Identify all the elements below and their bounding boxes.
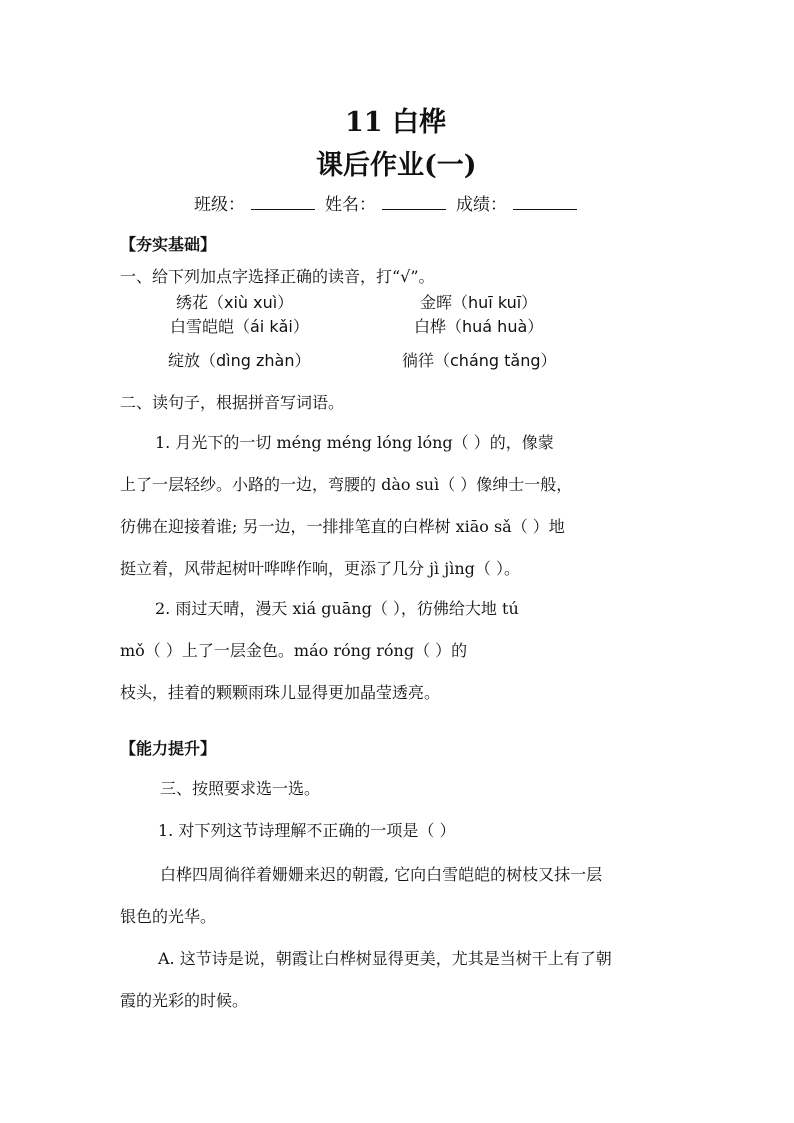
question-2-line: 上了一层轻纱。小路的一边，弯腰的 dào suì（ ）像绅士一般， [120, 475, 573, 494]
question-1-prompt: 一、给下列加点字选择正确的读音，打“√”。 [120, 267, 435, 286]
question-2-line: 2. 雨过天晴，漫天 xiá guāng（ ），彷佛给大地 tú [155, 599, 519, 618]
pinyin-choice-item: 绽放（dìng zhàn） [168, 351, 311, 370]
question-3-line: A. 这节诗是说，朝霞让白桦树显得更美，尤其是当树干上有了朝 [158, 949, 612, 968]
lesson-title: 11 白桦 [345, 107, 446, 138]
section-heading-basics: 【夯实基础】 [120, 235, 217, 254]
question-2-line: mǒ（ ）上了一层金色。máo róng róng（ ）的 [120, 641, 468, 660]
worksheet-subtitle: 课后作业(一) [316, 150, 477, 181]
score-blank[interactable] [513, 191, 577, 210]
question-3-line: 霞的光彩的时候。 [120, 991, 249, 1010]
question-2-line: 彷佛在迎接着谁; 另一边，一排排笔直的白桦树 xiāo sǎ（ ）地 [120, 517, 565, 536]
section-heading-improvement: 【能力提升】 [120, 739, 217, 758]
pinyin-choice-item: 白桦（huá huà） [414, 317, 544, 336]
pinyin-choice-item: 绣花（xiù xuì） [176, 293, 294, 312]
score-label: 成绩： [456, 195, 507, 215]
name-label: 姓名： [325, 195, 376, 215]
question-2-line: 1. 月光下的一切 méng méng lóng lóng（ ）的，像蒙 [155, 433, 554, 452]
student-info-row [194, 190, 587, 215]
pinyin-choice-item: 金晖（huī kuī） [420, 293, 538, 312]
question-2-prompt: 二、读句子，根据拼音写词语。 [120, 393, 345, 412]
question-3-line: 1. 对下列这节诗理解不正确的一项是（ ） [158, 821, 456, 840]
class-blank[interactable] [251, 191, 315, 210]
question-3-line: 白桦四周徜徉着姗姗来迟的朝霞, 它向白雪皑皑的树枝又抹一层 [160, 865, 603, 884]
question-3-line: 银色的光华。 [120, 907, 217, 926]
question-2-line: 挺立着，风带起树叶哗哗作响，更添了几分 jì jìng（ ）。 [120, 559, 520, 578]
name-blank[interactable] [382, 191, 446, 210]
pinyin-choice-item: 徜徉（cháng tǎng） [402, 351, 557, 370]
pinyin-choice-item: 白雪皑皑（ái kǎi） [170, 317, 309, 336]
question-3-prompt: 三、按照要求选一选。 [160, 779, 321, 798]
question-2-line: 枝头，挂着的颗颗雨珠儿显得更加晶莹透亮。 [120, 683, 441, 702]
class-label: 班级： [194, 195, 245, 215]
